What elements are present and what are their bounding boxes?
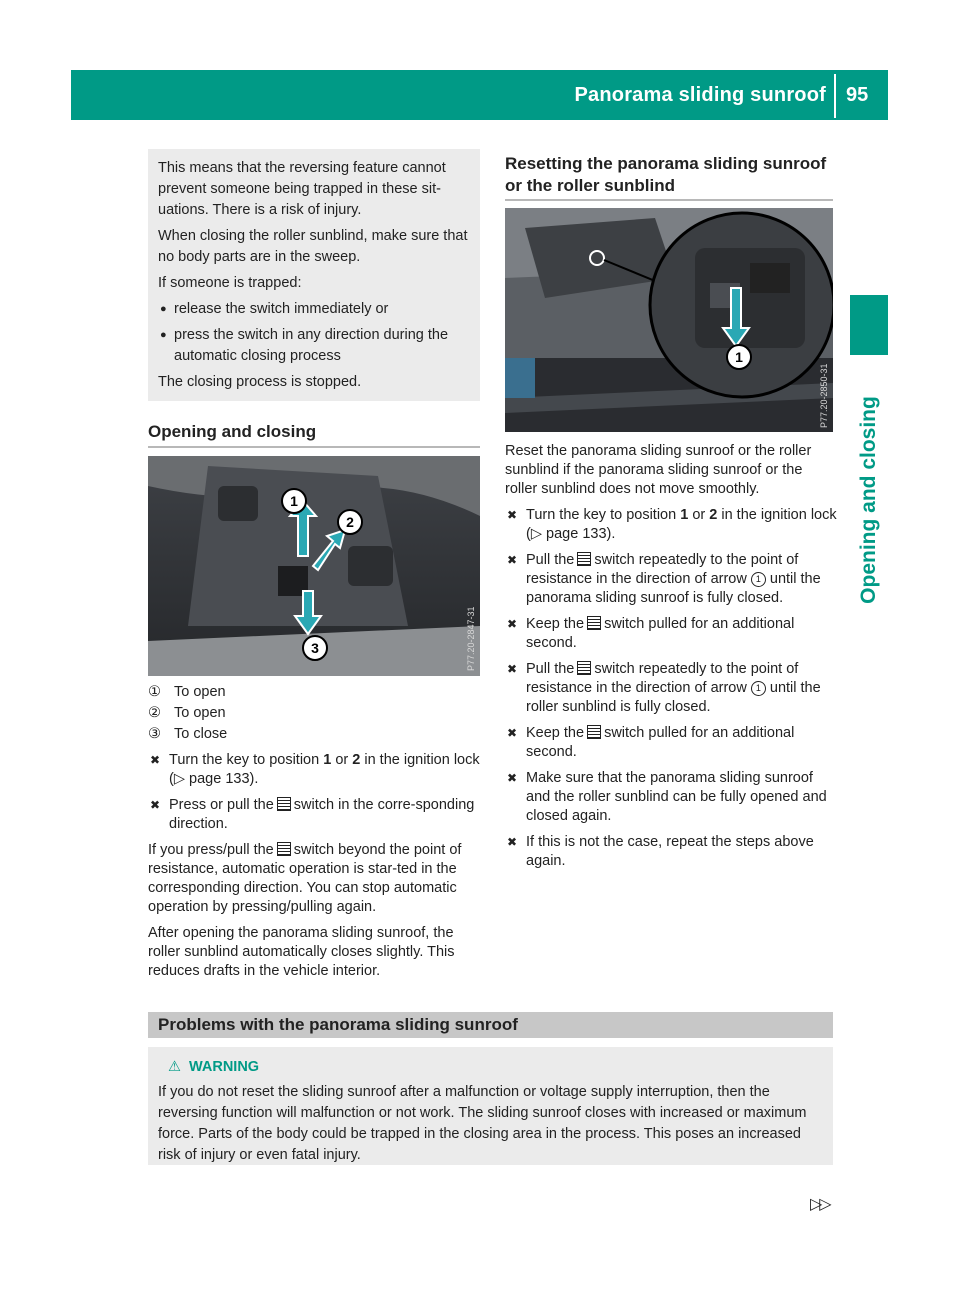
instruction-step: ✖ Turn the key to position 1 or 2 in the ignition lock (▷ page 133). xyxy=(150,752,480,787)
photo-code: P77.20-2847-31 xyxy=(466,606,476,671)
step-arrow-icon: ✖ xyxy=(507,771,518,785)
step-arrow-icon: ✖ xyxy=(150,798,161,812)
section-heading-opening-closing: Opening and closing xyxy=(148,422,317,441)
section-rule xyxy=(148,446,480,448)
note-box xyxy=(148,149,480,401)
callout-number-icon: 1 xyxy=(751,681,766,696)
instruction-step: ✖ Pull the switch repeatedly to the point of resistance in the direction of arrow 1 until the panorama sliding sunroof is fully closed. xyxy=(507,552,821,606)
step-arrow-icon: ✖ xyxy=(507,835,518,849)
legend-item: ③ To close xyxy=(148,726,228,742)
instruction-step: ✖ Turn the key to position 1 or 2 in the ignition lock (▷ page 133). xyxy=(507,507,837,542)
note-paragraph: This means that the reversing feature cannot prevent someone being trapped in these sit-uations. There is a risk of injury. xyxy=(158,160,446,218)
instruction-step: ✖ Press or pull the switch in the corre-sponding direction. xyxy=(150,797,475,832)
instruction-step: ✖ Keep the switch pulled for an additional second. xyxy=(507,616,795,651)
roof-console-photo xyxy=(505,208,833,432)
svg-text:3: 3 xyxy=(311,640,319,656)
note-paragraph: When closing the roller sunblind, make sure that no body parts are in the sweep. xyxy=(158,228,468,265)
bullet-icon: ● xyxy=(160,303,167,315)
legend-item: ① To open xyxy=(148,684,226,700)
overhead-control-panel-photo xyxy=(148,456,480,676)
sunroof-switch-icon xyxy=(587,725,601,739)
callout-1-reset xyxy=(727,345,751,369)
body-paragraph: If you press/pull the switch beyond the point of resistance, automatic operation is star-ted in the corresponding direction. You can stop automatic operation by pressing/pulling again. xyxy=(148,842,462,915)
page-number: 95 xyxy=(846,84,869,106)
instruction-step: ✖ Keep the switch pulled for an additional second. xyxy=(507,725,795,760)
warning-text: If you do not reset the sliding sunroof after a malfunction or voltage supply interruption, then the reversing function will malfunction or not work. The sliding sunroof closes with increased or maximum force. Parts of the body could be trapped in the closing area in the process. This poses an increased risk of injury or even fatal injury. xyxy=(158,1084,807,1163)
resetting-text xyxy=(505,442,837,878)
step-arrow-icon: ✖ xyxy=(507,726,518,740)
header-divider xyxy=(834,74,836,118)
callout-number-icon: 1 xyxy=(751,572,766,587)
step-arrow-icon: ✖ xyxy=(507,508,518,522)
callout-3 xyxy=(303,636,327,660)
note-paragraph: The closing process is stopped. xyxy=(158,374,362,390)
bullet-icon: ● xyxy=(160,329,167,341)
chapter-label: Opening and closing xyxy=(857,396,880,604)
page-reference-link[interactable]: page 133). xyxy=(185,771,259,787)
sunroof-switch-icon xyxy=(277,842,291,856)
warning-box xyxy=(148,1047,833,1165)
note-bullet: ● release the switch immediately or xyxy=(158,299,470,320)
continue-icon: ▷▷ xyxy=(810,1196,829,1213)
section-rule xyxy=(505,199,833,201)
svg-text:2: 2 xyxy=(346,514,354,530)
note-bullet: ● press the switch in any direction during the automatic closing process xyxy=(160,327,449,364)
legend-item: ② To open xyxy=(148,705,226,721)
step-arrow-icon: ✖ xyxy=(507,553,518,567)
chapter-tab-block xyxy=(850,295,888,355)
instruction-step: ✖ Make sure that the panorama sliding sunroof and the roller sunblind can be fully opened and closed again. xyxy=(507,770,827,824)
step-arrow-icon: ✖ xyxy=(507,617,518,631)
sunroof-switch-icon xyxy=(577,552,591,566)
callout-2 xyxy=(338,510,362,534)
warning-heading: ⚠ WARNING xyxy=(168,1057,825,1078)
photo-code: P77.20-2850-31 xyxy=(819,363,829,428)
warning-triangle-icon: ⚠ xyxy=(168,1059,181,1075)
page-reference-link[interactable]: page 133). xyxy=(542,526,616,542)
callout-1 xyxy=(282,489,306,513)
svg-text:1: 1 xyxy=(735,349,743,365)
sunroof-switch-icon xyxy=(277,797,291,811)
page-title: Panorama sliding sunroof xyxy=(574,84,826,106)
step-arrow-icon: ✖ xyxy=(150,753,161,767)
svg-text:1: 1 xyxy=(290,493,298,509)
note-bullet-list xyxy=(158,299,470,367)
instruction-step: ✖ If this is not the case, repeat the steps above again. xyxy=(507,834,814,869)
section-heading-problems: Problems with the panorama sliding sunroof xyxy=(158,1015,518,1034)
section-heading-resetting: Resetting the panorama sliding sunroof or the roller sunblind xyxy=(505,154,827,195)
note-paragraph: If someone is trapped: xyxy=(158,275,302,291)
step-arrow-icon: ✖ xyxy=(507,662,518,676)
sunroof-switch-icon xyxy=(577,661,591,675)
body-paragraph: Reset the panorama sliding sunroof or the roller sunblind if the panorama sliding sunroof or the roller sunblind does not move smoothly. xyxy=(505,443,812,497)
instruction-step: ✖ Pull the switch repeatedly to the point of resistance in the direction of arrow 1 until the roller sunblind is fully closed. xyxy=(507,661,821,715)
photo-illustration xyxy=(505,208,833,432)
sunroof-switch-icon xyxy=(587,616,601,630)
opening-closing-text xyxy=(148,683,482,988)
photo-illustration xyxy=(148,456,480,676)
body-paragraph: After opening the panorama sliding sunroof, the roller sunblind automatically closes slightly. This reduces drafts in the vehicle interior. xyxy=(148,925,455,979)
